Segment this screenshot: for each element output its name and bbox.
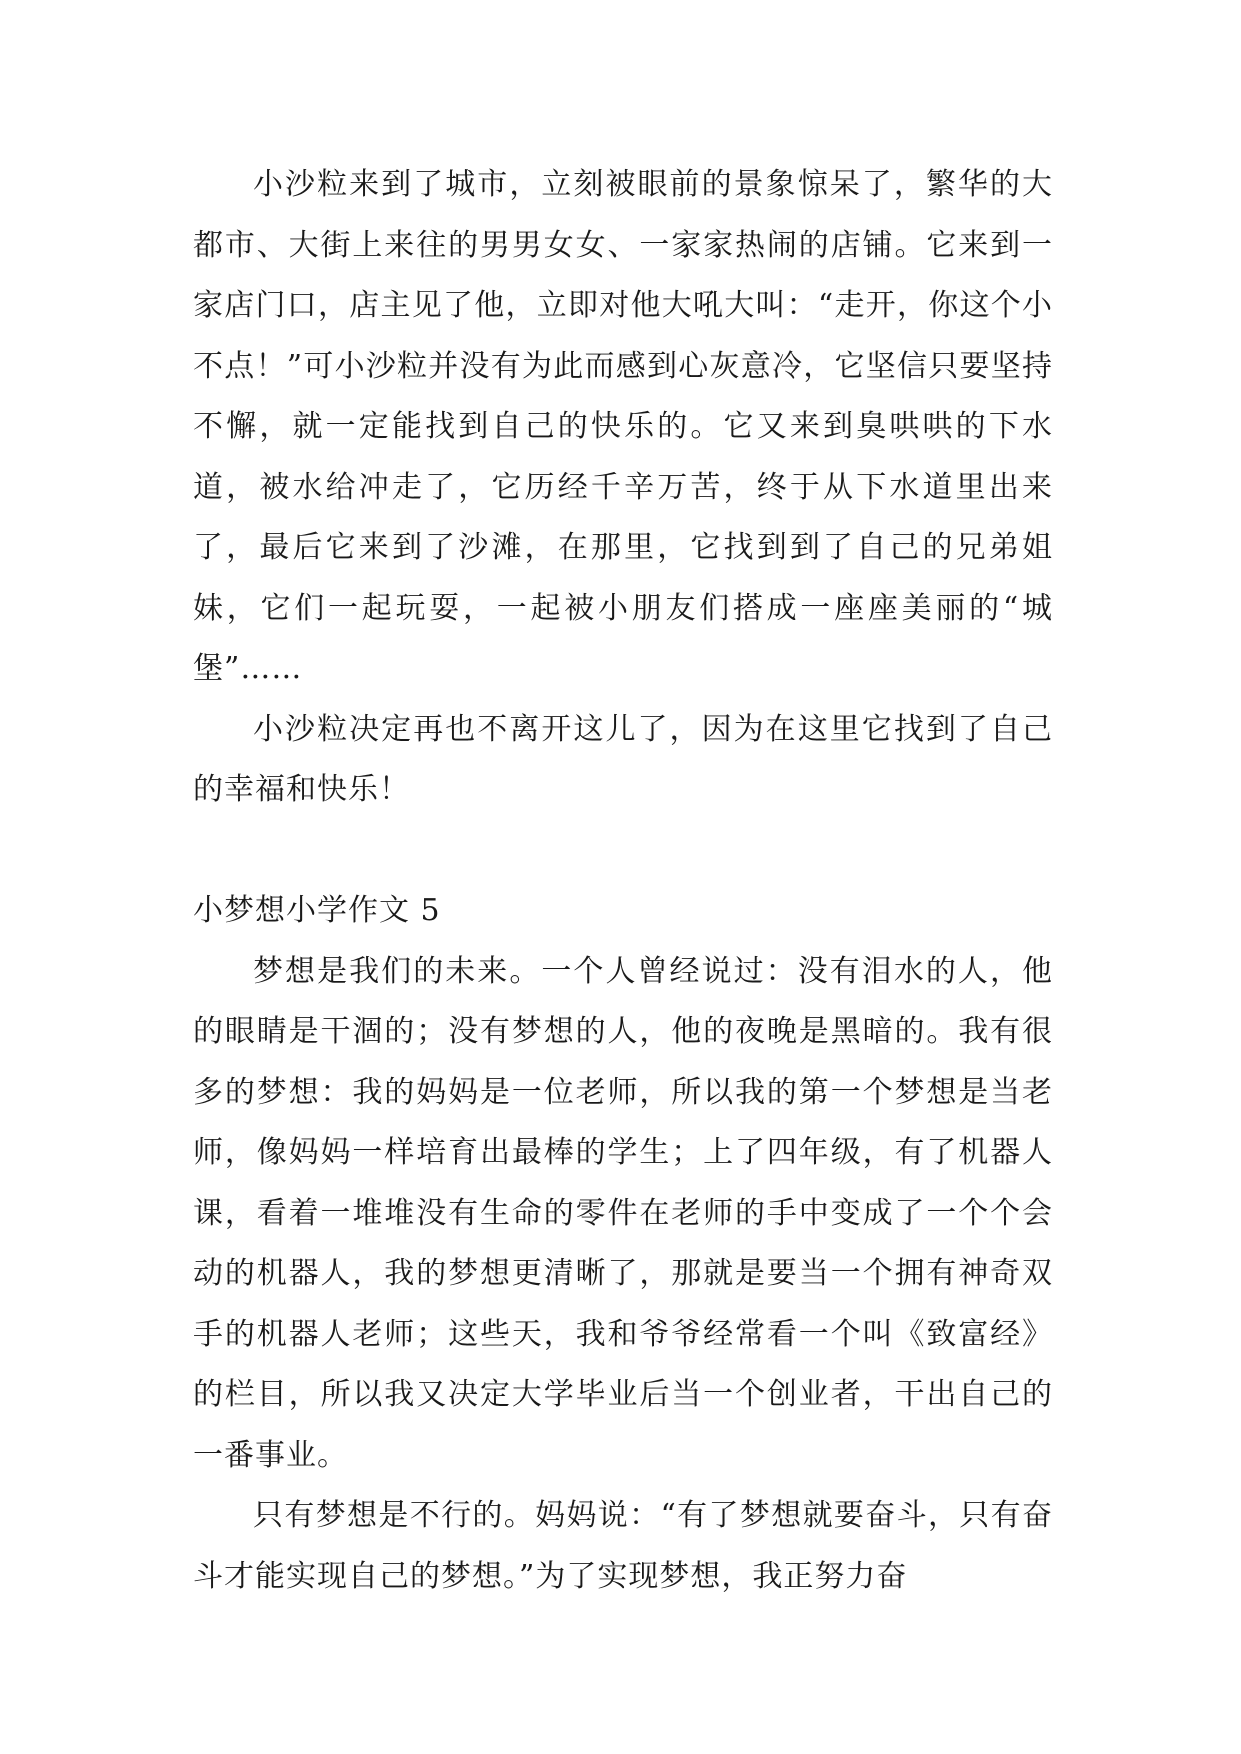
section-spacer xyxy=(193,821,1053,882)
section-title: 小梦想小学作文 5 xyxy=(193,893,441,928)
paragraph-sand-happiness: 小沙粒决定再也不离开这儿了，因为在这里它找到了自己的幸福和快乐！ xyxy=(193,711,1053,807)
paragraph-sand-city: 小沙粒来到了城市，立刻被眼前的景象惊呆了，繁华的大都市、大街上来往的男男女女、一家家热闹的店铺。它来到一家店门口，店主见了他，立即对他大吼大叫：“走开，你这个小不点！”可小沙粒并没有为此而感到心灰意冷，它坚信只要坚持不懈，就一定能找到自己的快乐的。它又来到臭哄哄的下水道，被水给冲走了，它历经千辛万苦，终于从下水道里出来了，最后它来到了沙滩，在那里，它找到到了自己的兄弟姐妹，它们一起玩耍，一起被小朋友们搭成一座座美丽的“城堡”…… xyxy=(193,167,1053,686)
paragraph-dreams: 梦想是我们的未来。一个人曾经说过：没有泪水的人，他的眼睛是干涸的；没有梦想的人，他的夜晚是黑暗的。我有很多的梦想：我的妈妈是一位老师，所以我的第一个梦想是当老师，像妈妈一样培育出最棒的学生；上了四年级，有了机器人课，看着一堆堆没有生命的零件在老师的手中变成了一个个会动的机器人，我的梦想更清晰了，那就是要当一个拥有神奇双手的机器人老师；这些天，我和爷爷经常看一个叫《致富经》的栏目，所以我又决定大学毕业后当一个创业者，干出自己的一番事业。 xyxy=(193,953,1053,1473)
paragraph-dreams-effort: 只有梦想是不行的。妈妈说：“有了梦想就要奋斗，只有奋斗才能实现自己的梦想。”为了实现梦想，我正努力奋 xyxy=(193,1498,1053,1594)
document-body xyxy=(193,155,1053,1607)
